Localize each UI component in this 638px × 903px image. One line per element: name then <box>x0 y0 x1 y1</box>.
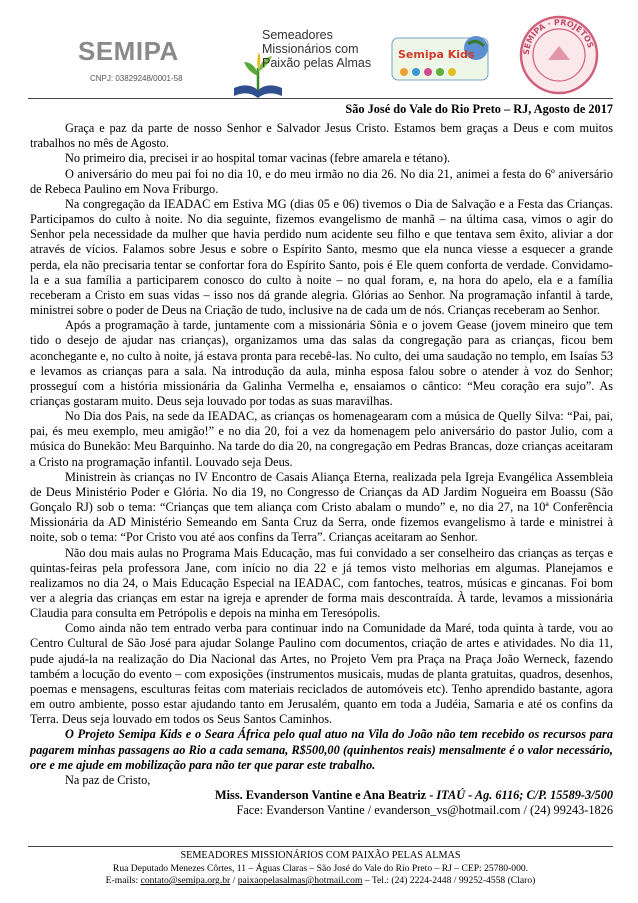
seal-text: SEMIPA · PROJETOS <box>521 17 596 56</box>
email-separator: / <box>230 875 238 886</box>
closing: Na paz de Cristo, <box>65 772 151 787</box>
footer <box>28 850 613 888</box>
footer-divider <box>28 846 613 847</box>
projects-seal-icon <box>518 14 600 96</box>
paragraph: Como ainda não tem entrado verba para continuar indo na Comunidade da Maré, toda quinta à tarde, vou ao Centro Cultural de São José para ajudar Solange Paulino com documentos, criação de artes e atividades. No dia 11, pude ajudá-la na realização do Dia Nacional das Artes, no Projeto Vem pra Praça na Praça João Werneck, fazendo também a locução do evento – com exposições (instrumentos musicais, mudas de planta gratuitas, quadros, desenhos, poemas e mensagens, esculturas feitas com materiais reciclados de automóveis etc). Tenho aprendido bastante, agora em outro ambiente, posso estar ajudando tanto em Jerusalém, quanto em toda a Judéia, Samaria e até os confins da Terra. Deus seja louvado em todos os Seus Santos Caminhos. <box>30 621 613 727</box>
semipa-cnpj: CNPJ: 03829248/0001-58 <box>90 74 183 83</box>
letterhead <box>0 0 638 100</box>
footer-contacts <box>28 875 613 888</box>
semipa-kids-logo <box>390 28 490 90</box>
paragraph: Graça e paz da parte de nosso Senhor e Salvador Jesus Cristo. Estamos bem graças a Deus e com muitos trabalhos no mês de Agosto. <box>30 121 613 151</box>
semipa-tagline <box>262 28 382 70</box>
paragraph: Ministrein às crianças no IV Encontro de Casais Aliança Eterna, realizada pela Igreja Evangélica Assembleia de Deus Ministério Poder e Glória. No dia 19, no Congresso de Crianças da AD Jardim Nogueira em Boassu (São Gonçalo RJ) sob o tema: “Crianças que tem aliança com Cristo abalam o mundo” e, no dia 27, na 10ª Conferência Missionária da AD Ministério Semeando em Santa Cruz da Serra, onde fizemos evangelismo à tarde e ministrei à noite, sob o tema: “Por Cristo vou até aos confins da Terra”. Crianças aceitaram ao Senhor. <box>30 469 613 545</box>
funding-appeal: O Projeto Semipa Kids e o Seara África pelo qual atuo na Vila do João não tem recebido os recursos para pagarem minhas passagens ao Rio a cada semana, R$500,00 (quinhentos reais) mensalmente é o valor necessário, ore e me ajude em mobilização para não ter que parar este trabalho. <box>30 727 613 772</box>
contact-line: Face: Evanderson Vantine / evanderson_vs@hotmail.com / (24) 99243-1826 <box>236 803 613 818</box>
tagline-line: Semeadores <box>262 28 333 42</box>
footer-phones: – Tel.: (24) 2224-2448 / 99252-4558 (Claro) <box>362 875 536 886</box>
dateline: São José do Vale do Rio Preto – RJ, Agosto de 2017 <box>345 102 613 116</box>
bank-details: ITAÚ - Ag. 6116; C/P. 15589-3/500 <box>436 788 613 803</box>
footer-address: Rua Deputado Menezes Côrtes, 11 – Águas Claras – São José do Vale do Rio Preto – RJ – CEP: 25780-000. <box>112 862 529 874</box>
email-link-contato[interactable]: contato@semipa.org.br <box>140 875 231 886</box>
header-divider <box>28 98 613 99</box>
letter-body <box>30 102 613 818</box>
paragraph: Não dou mais aulas no Programa Mais Educação, mas fui convidado a ser conselheiro das crianças as terças e quintas-feiras pela professora Jane, com início no dia 22 e já temos visto melhorias em algumas. Planejamos e realizamos no dia 24, o Mais Educação Especial na IEADAC, com fantoches, teatros, músicas e gincanas. Foi bom ver a alegria das crianças em estar na igreja e aprender de forma mais descontraída. À tarde, levamos a missionária Claudia para consulta em Petrópolis e depois na minha em Teresópolis. <box>30 545 613 621</box>
signature-names: Miss. Evanderson Vantine e Ana Beatriz - <box>215 788 437 803</box>
semipa-logo <box>50 28 240 90</box>
paragraph: O aniversário do meu pai foi no dia 10, e do meu irmão no dia 26. No dia 21, animei a festa do 6º aniversário de Rebeca Paulino em Nova Friburgo. <box>30 166 613 196</box>
kids-logo-text: Semipa Kids <box>398 48 475 61</box>
email-link-paixao[interactable]: paixaopelasalmas@hotmail.com <box>237 875 363 886</box>
signature-line <box>30 788 613 803</box>
footer-org: SEMEADORES MISSIONÁRIOS COM PAIXÃO PELAS ALMAS <box>180 850 461 861</box>
emails-label: E-mails: <box>105 875 141 886</box>
paragraph: Na congregação da IEADAC em Estiva MG (dias 05 e 06) tivemos o Dia de Salvação e a Festa das Crianças. Participamos do culto à noite. No dia seguinte, fizemos evangelismo de manhã – na última casa, vimos o agir do Senhor pela necessidade da mulher que havia perdido num acidente seu filho e que tentava sem êxito, aliviar a dor através de vícios. Falamos sobre Jesus e sobre o Espírito Santo, mesmo que ela nunca viesse a esquecer a grande perda, ela não precisaria tentar se confortar fora do Espírito Santo, pois é Ele quem conforta de verdade. Convidamo-la e a sua família a participarem conosco do culto à noite – no qual foram, e, na hora do apelo, ela e a família receberam a Cristo em suas vidas – isso nos dá grande alegria. Glórias ao Senhor. Na programação infantil à tarde, ministrei sobre o poder de Deus na Criação de tudo, inclusive na de cada um de nós. Crianças receberam ao Senhor. <box>30 196 613 318</box>
paragraph: Após a programação à tarde, juntamente com a missionária Sônia e o jovem Gease (jovem mineiro que tem tido o desejo de ajudar nas crianças), organizamos uma das salas da congregação para as crianças, ficou bem aconchegante e, no culto à noite, já estava pronta para recebê-las. No culto, dei uma saudação no templo, em Isaías 53 e levamos as crianças para a sala. Na introdução da aula, minha esposa falou sobre o atender à voz do Senhor; prosseguí com a história missionária da Galinha Vermelha e, ensaiamos o cântico: “Meu coração era sujo”. As crianças gostaram muito. Deus seja louvado por todas as suas maravilhas. <box>30 318 613 408</box>
paragraph: No Dia dos Pais, na sede da IEADAC, as crianças os homenagearam com a música de Quelly Silva: “Pai, pai, pai, és meu exemplo, meu amigão!” e no dia 20, foi a vez da homenagem pelo aniversário do pastor Julio, com a música do Bunekão: Meu Barquinho. Na tarde do dia 20, na congregação em Pedras Brancas, doze crianças aceitaram a Cristo na programação infantil. Louvado seja Deus. <box>30 409 613 469</box>
semipa-logo-name: SEMIPA <box>78 36 179 66</box>
tagline-line: Missionários com <box>262 42 359 56</box>
paragraph: No primeiro dia, precisei ir ao hospital tomar vacinas (febre amarela e tétano). <box>65 151 451 166</box>
tagline-line: Paixão pelas Almas <box>262 56 372 70</box>
